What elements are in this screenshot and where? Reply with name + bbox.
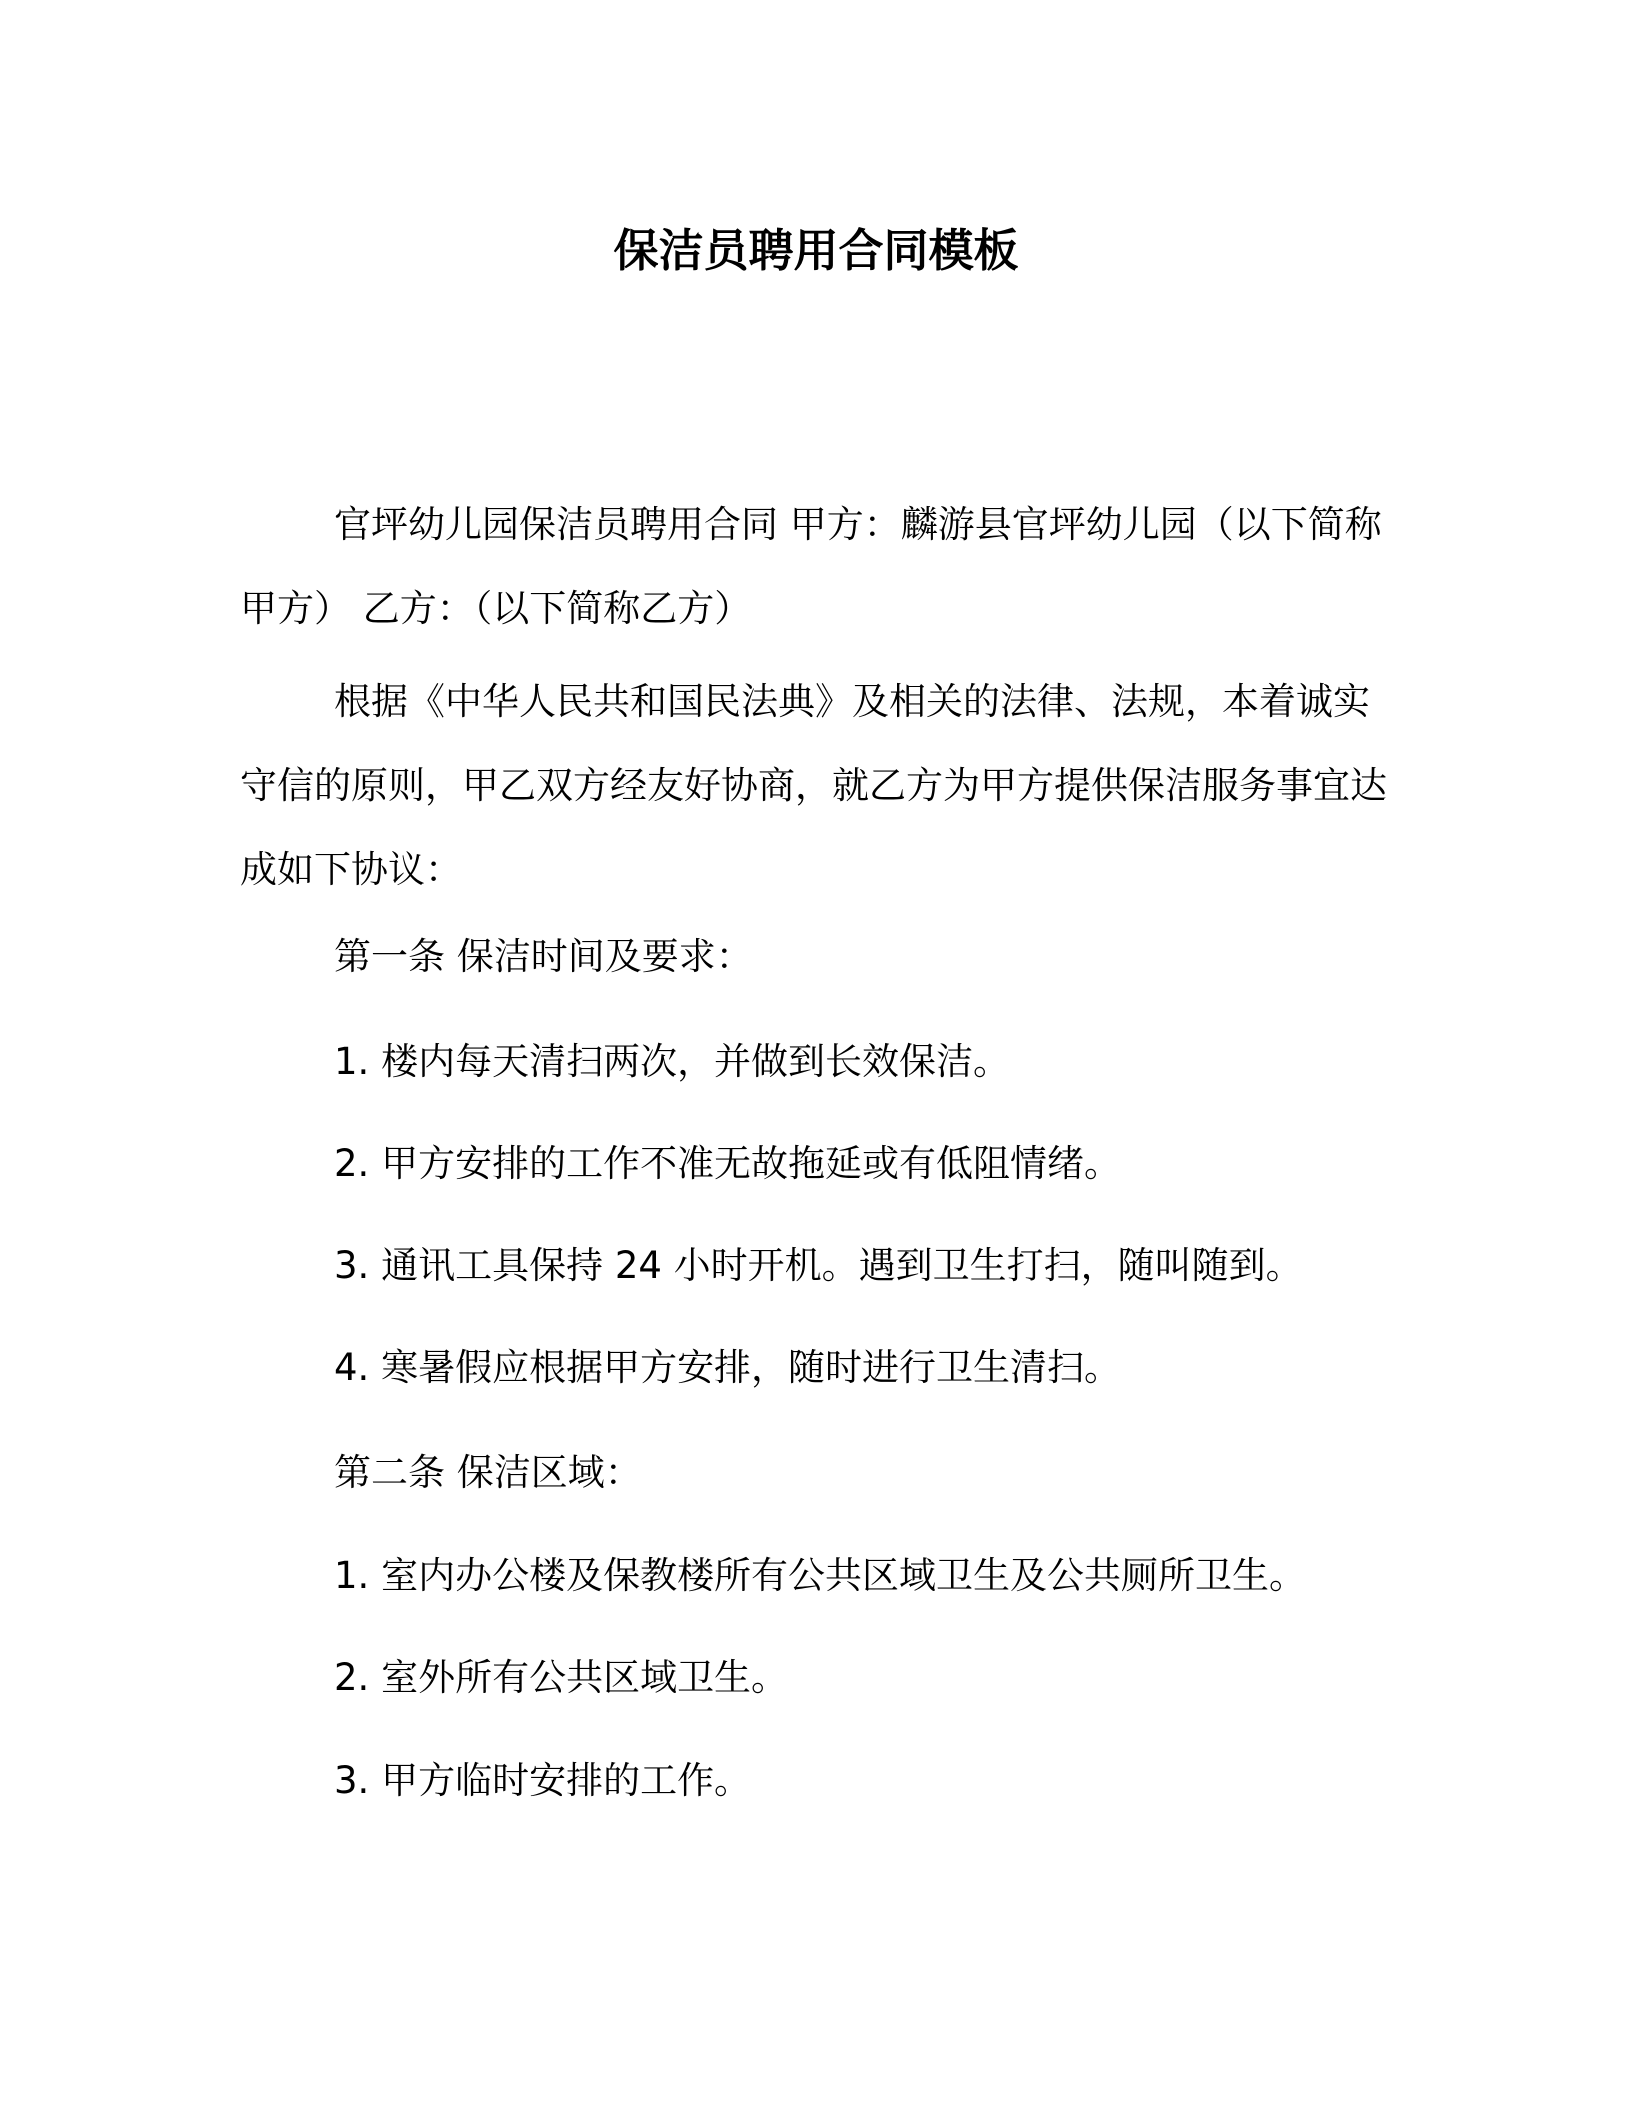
article2-item-2: 2. 室外所有公共区域卫生。 xyxy=(334,1656,789,1699)
article2-item-3: 3. 甲方临时安排的工作。 xyxy=(334,1759,752,1802)
article2-heading: 第二条 保洁区域： xyxy=(334,1451,642,1494)
document-title: 保洁员聘用合同模板 xyxy=(613,224,1019,277)
intro-paragraph: 官坪幼儿园保洁员聘用合同 甲方：麟游县官坪幼儿园（以下简称甲方） 乙方：（以下简称乙方） xyxy=(240,503,1382,630)
preamble-paragraph: 根据《中华人民共和国民法典》及相关的法律、法规，本着诚实守信的原则，甲乙双方经友好协商，就乙方为甲方提供保洁服务事宜达成如下协议： xyxy=(240,680,1387,891)
article2-item-1: 1. 室内办公楼及保教楼所有公共区域卫生及公共厕所卫生。 xyxy=(334,1554,1307,1597)
article1-item-2: 2. 甲方安排的工作不准无故拖延或有低阻情绪。 xyxy=(334,1142,1122,1185)
article1-item-3: 3. 通讯工具保持 24 小时开机。遇到卫生打扫，随叫随到。 xyxy=(334,1244,1303,1287)
article1-heading: 第一条 保洁时间及要求： xyxy=(334,935,753,978)
article1-item-4: 4. 寒暑假应根据甲方安排，随时进行卫生清扫。 xyxy=(334,1346,1122,1389)
article1-item-1: 1. 楼内每天清扫两次，并做到长效保洁。 xyxy=(334,1040,1011,1083)
